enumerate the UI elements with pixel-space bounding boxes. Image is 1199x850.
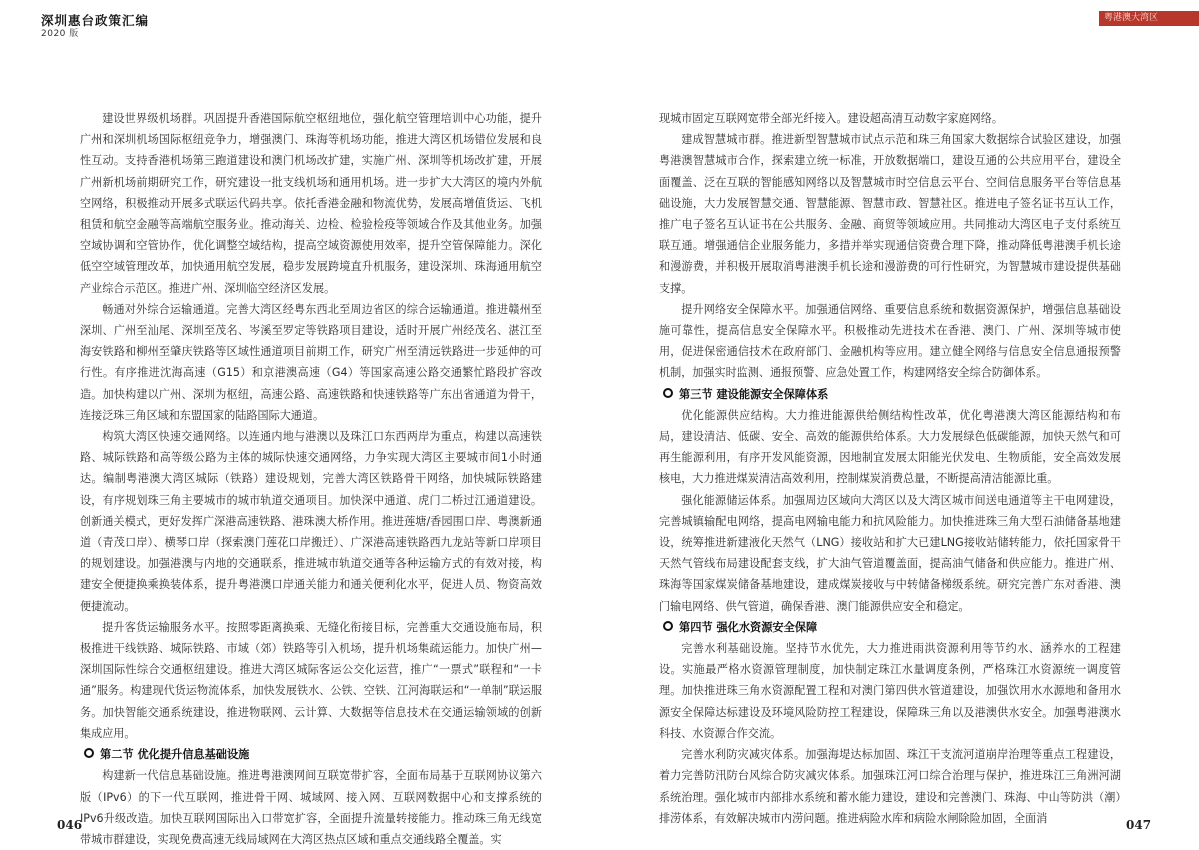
paragraph-airports: 建设世界级机场群。巩固提升香港国际航空枢纽地位，强化航空管理培训中心功能，提升广州和深圳机场国际枢纽竞争力，增强澳门、珠海等机场功能，推进大湾区机场错位发展和良性互动。支持香港机场第三跑道建设和澳门机场改扩建，实施广州、深圳等机场改扩建，开展广州新机场前期研究工作，研究建设一批支线机场和通用机场。进一步扩大大湾区的境内外航空网络，积极推动开展多式联运代码共享。依托香港金融和物流优势，发展高增值货运、飞机租赁和航空金融等高端航空服务业。推动海关、边检、检验检疫等领域合作及其他业务。加强空域协调和空管协作，优化调整空域结构，提高空域资源使用效率，提升空管保障能力。深化低空空域管理改革，加快通用航空发展，稳步发展跨境直升机服务，建设深圳、珠海通用航空产业综合示范区。推进广州、深圳临空经济区发展。 (80, 112, 542, 295)
paragraph-energy-storage: 强化能源储运体系。加强周边区域向大湾区以及大湾区城市间送电通道等主干电网建设，完善城镇输配电网络，提高电网输电能力和抗风险能力。加快推进珠三角大型石油储备基地建设，统筹推进新建液化天然气（LNG）接收站和扩大已建LNG接收站储转能力，依托国家骨干天然气管线布局建设配套支线，扩大油气管道覆盖面，提高油气储备和供应能力。推进广州、珠海等国家煤炭储备基地建设，建成煤炭接收与中转储备梯级系统。研究完善广东对香港、澳门输电网络、供气管道，确保香港、澳门能源供应安全和稳定。 (659, 493, 1121, 613)
paragraph-next-gen-infrastructure: 构建新一代信息基础设施。推进粤港澳网间互联宽带扩容，全面布局基于互联网协议第六版（IPv6）的下一代互联网，推进骨干网、城域网、接入网、互联网数据中心和支撑系统的IPv6升级改造。加快互联网国际出入口带宽扩容，全面提升流量转接能力。推动珠三角无线宽带城市群建设，实现免费高速无线局域网在大湾区热点区域和重点交通线路全覆盖。实 (80, 769, 542, 846)
circle-bullet-icon (663, 388, 673, 398)
paragraph-transport-services: 提升客货运输服务水平。按照零距离换乘、无缝化衔接目标，完善重大交通设施布局，积极推进干线铁路、城际铁路、市域（郊）铁路等引入机场，提升机场集疏运能力。加快广州—深圳国际性综合交通枢纽建设。推进大湾区城际客运公交化运营，推广“一票式”联程和“一卡通”服务。构建现代货运物流体系，加快发展铁水、公铁、空铁、江河海联运和“一单制”联运服务。加快智能交通系统建设，推进物联网、云计算、大数据等信息技术在交通运输领域的创新集成应用。 (80, 620, 542, 740)
paragraph-external-corridors: 畅通对外综合运输通道。完善大湾区经粤东西北至周边省区的综合运输通道。推进赣州至深圳、广州至汕尾、深圳至茂名、岑溪至罗定等铁路项目建设，适时开展广州经茂名、湛江至海安铁路和柳州至肇庆铁路等区域性通道项目前期工作，研究广州至清远铁路进一步延伸的可行性。有序推进沈海高速（G15）和京港澳高速（G4）等国家高速公路交通繁忙路段扩容改造。加快构建以广州、深圳为枢纽，高速公路、高速铁路和快速铁路等广东出省通道为骨干，连接泛珠三角区域和东盟国家的陆路国际大通道。 (80, 302, 542, 422)
section-heading-energy-security: 第三节 建设能源安全保障体系 (659, 384, 1121, 405)
left-column (80, 108, 542, 850)
publication-year: 2020 版 (41, 29, 79, 39)
right-column (659, 108, 1121, 829)
paragraph-flood-prevention: 完善水利防灾减灾体系。加强海堤达标加固、珠江干支流河道崩岸治理等重点工程建设，着力完善防汛防台风综合防灾减灾体系。加强珠江河口综合治理与保护，推进珠江三角洲河湖系统治理。强化城市内部排水系统和蓄水能力建设，建设和完善澳门、珠海、中山等防洪（潮）排涝体系，有效解决城市内涝问题。推进病险水库和病险水闸除险加固，全面消 (659, 748, 1121, 825)
paragraph-network-security: 提升网络安全保障水平。加强通信网络、重要信息系统和数据资源保护，增强信息基础设施可靠性，提高信息安全保障水平。积极推动先进技术在香港、澳门、广州、深圳等城市使用，促进保密通信技术在政府部门、金融机构等应用。建立健全网络与信息安全信息通报预警机制，加强实时监测、通报预警、应急处置工作，构建网络安全综合防御体系。 (659, 302, 1121, 380)
publication-title: 深圳惠台政策汇编 (41, 13, 150, 28)
paragraph-continuation: 现城市固定互联网宽带全部光纤接入。建设超高清互动数字家庭网络。 (659, 112, 1003, 125)
page-number-right: 047 (1126, 818, 1152, 832)
circle-bullet-icon (84, 748, 94, 758)
page-number-left: 046 (57, 818, 83, 832)
paragraph-rapid-transit: 构筑大湾区快速交通网络。以连通内地与港澳以及珠江口东西两岸为重点，构建以高速铁路、城际铁路和高等级公路为主体的城际快速交通网络，力争实现大湾区主要城市间1小时通达。编制粤港澳大湾区城际（铁路）建设规划，完善大湾区铁路骨干网络，加快城际铁路建设，有序规划珠三角主要城市的城市轨道交通项目。加快深中通道、虎门二桥过江通道建设。创新通关模式，更好发挥广深港高速铁路、港珠澳大桥作用。推进莲塘/香园围口岸、粤澳新通道（青茂口岸）、横琴口岸（探索澳门莲花口岸搬迁）、广深港高速铁路西九龙站等新口岸项目的规划建设。加强港澳与内地的交通联系，推进城市轨道交通等各种运输方式的有效对接，构建安全便捷换乘换装体系，提升粤港澳口岸通关能力和通关便利化水平，促进人员、物资高效便捷流动。 (80, 430, 542, 613)
section-heading-water-security: 第四节 强化水资源安全保障 (659, 617, 1121, 638)
paragraph-energy-structure: 优化能源供应结构。大力推进能源供给侧结构性改革，优化粤港澳大湾区能源结构和布局，建设清洁、低碳、安全、高效的能源供给体系。大力发展绿色低碳能源，加快天然气和可再生能源利用，有序开发风能资源，因地制宜发展太阳能光伏发电、生物质能，安全高效发展核电，大力推进煤炭清洁高效利用，控制煤炭消费总量，不断提高清洁能源比重。 (659, 408, 1121, 486)
paragraph-smart-cities: 建成智慧城市群。推进新型智慧城市试点示范和珠三角国家大数据综合试验区建设，加强粤港澳智慧城市合作，探索建立统一标准，开放数据端口，建设互通的公共应用平台，建设全面覆盖、泛在互联的智能感知网络以及智慧城市时空信息云平台、空间信息服务平台等信息基础设施，大力发展智慧交通、智慧能源、智慧市政、智慧社区。推进电子签名证书互认工作，推广电子签名互认证书在公共服务、金融、商贸等领域应用。共同推动大湾区电子支付系统互联互通。增强通信企业服务能力，多措并举实现通信资费合理下降，推动降低粤港澳手机长途和漫游费，并积极开展取消粤港澳手机长途和漫游费的可行性研究，为智慧城市建设提供基础支撑。 (659, 133, 1121, 295)
paragraph-water-infrastructure: 完善水利基础设施。坚持节水优先，大力推进雨洪资源利用等节约水、涵养水的工程建设。实施最严格水资源管理制度，加快制定珠江水量调度条例，严格珠江水资源统一调度管理。加快推进珠三角水资源配置工程和对澳门第四供水管道建设，加强饮用水水源地和备用水源安全保障达标建设及环境风险防控工程建设，保障珠三角以及港澳供水安全。加强粤港澳水科技、水资源合作交流。 (659, 642, 1121, 740)
circle-bullet-icon (663, 621, 673, 631)
section-tab: 粤港澳大湾区 (1099, 11, 1199, 26)
section-heading-info-infrastructure: 第二节 优化提升信息基础设施 (80, 744, 542, 765)
